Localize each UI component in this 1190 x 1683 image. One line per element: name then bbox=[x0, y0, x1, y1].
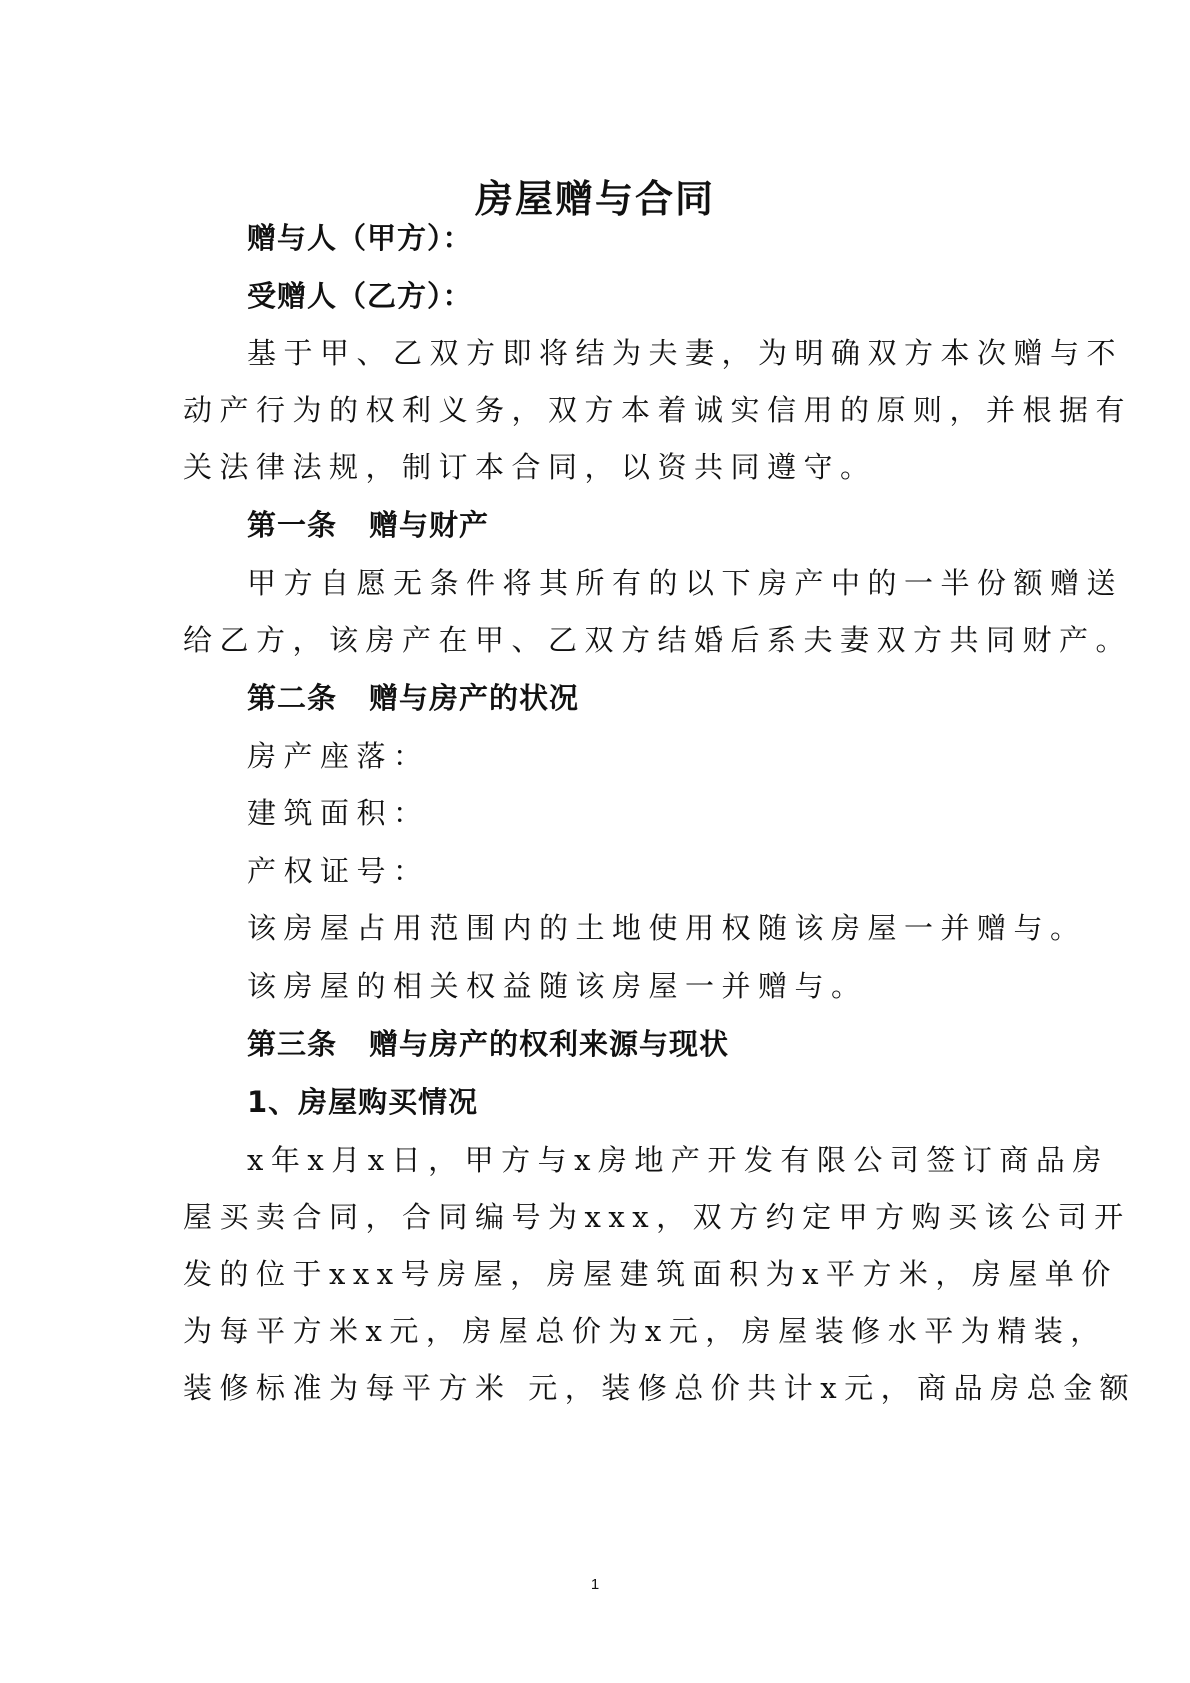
related-rights-clause: 该房屋的相关权益随该房屋一并赠与。 bbox=[247, 969, 868, 1003]
building-area-label: 建筑面积： bbox=[247, 796, 430, 830]
article-2-heading bbox=[247, 678, 579, 718]
article-2-title: 赠与房产的状况 bbox=[369, 681, 580, 715]
land-right-clause: 该房屋占用范围内的土地使用权随该房屋一并赠与。 bbox=[247, 911, 1087, 945]
article-1-line-1: 甲方自愿无条件将其所有的以下房产中的一半份额赠送 bbox=[247, 566, 1124, 600]
purchase-line-4: 为每平方米x元，房屋总价为x元，房屋装修水平为精装， bbox=[183, 1314, 1107, 1348]
article-1-heading bbox=[247, 505, 489, 545]
page-number: 1 bbox=[590, 1576, 600, 1593]
preamble-line-1: 基于甲、乙双方即将结为夫妻，为明确双方本次赠与不 bbox=[247, 336, 1124, 370]
preamble-line-3: 关法律法规，制订本合同，以资共同遵守。 bbox=[183, 450, 877, 484]
purchase-line-2: 屋买卖合同，合同编号为xxx，双方约定甲方购买该公司开 bbox=[183, 1200, 1131, 1234]
purchase-line-5: 装修标准为每平方米 元，装修总价共计x元，商品房总金额 bbox=[183, 1371, 1137, 1405]
property-cert-label: 产权证号： bbox=[247, 854, 430, 888]
article-2-number: 第二条 bbox=[247, 681, 338, 715]
donee-label: 受赠人（乙方）： bbox=[247, 279, 473, 313]
article-1-number: 第一条 bbox=[247, 508, 338, 542]
article-3-number: 第三条 bbox=[247, 1027, 338, 1061]
purchase-line-3: 发的位于xxx号房屋，房屋建筑面积为x平方米，房屋单价 bbox=[183, 1257, 1118, 1291]
donor-label: 赠与人（甲方）： bbox=[247, 221, 473, 255]
article-1-line-2: 给乙方，该房产在甲、乙双方结婚后系夫妻双方共同财产。 bbox=[183, 623, 1133, 657]
preamble-line-2: 动产行为的权利义务，双方本着诚实信用的原则，并根据有 bbox=[183, 393, 1133, 427]
purchase-line-1: x年x月x日，甲方与x房地产开发有限公司签订商品房 bbox=[247, 1143, 1109, 1177]
document-title: 房屋赠与合同 bbox=[474, 177, 715, 221]
property-location-label: 房产座落： bbox=[247, 739, 430, 773]
article-3-heading bbox=[247, 1024, 729, 1064]
article-3-sub1-heading: 1、房屋购买情况 bbox=[247, 1085, 479, 1119]
article-1-title: 赠与财产 bbox=[369, 508, 490, 542]
article-3-title: 赠与房产的权利来源与现状 bbox=[369, 1027, 730, 1061]
